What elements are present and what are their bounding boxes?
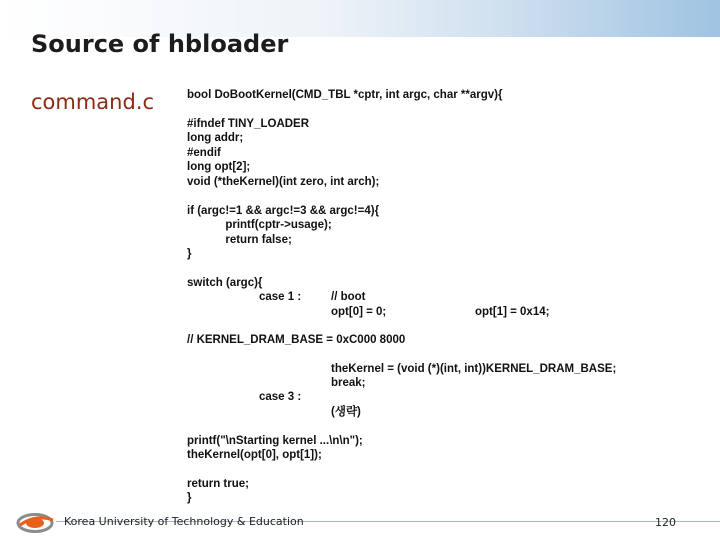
code-switch: switch (argc){ xyxy=(187,277,263,289)
university-logo xyxy=(16,512,58,534)
code-if-block: if (argc!=1 && argc!=3 && argc!=4){ printf(cptr->usage); return false; } xyxy=(187,205,380,261)
code-case1-opt1: opt[1] = 0x14; xyxy=(475,306,550,318)
slide-title: Source of hbloader xyxy=(31,30,289,58)
code-omitted-note: (생략) xyxy=(331,406,361,418)
code-printf-block: printf("\nStarting kernel ...\n\n"); theKernel(opt[0], opt[1]); xyxy=(187,435,363,462)
code-kernel-assign: theKernel = (void (*)(int, int))KERNEL_DRAM_BASE; break; xyxy=(331,363,617,390)
code-case3-label: case 3 : xyxy=(259,391,302,403)
footer-institution: Korea University of Technology & Education xyxy=(64,515,304,528)
code-signature: bool DoBootKernel(CMD_TBL *cptr, int argc, char **argv){ xyxy=(187,89,503,101)
code-return-block: return true; } xyxy=(187,478,249,505)
code-case1-label: case 1 : xyxy=(259,291,302,303)
page-number: 120 xyxy=(655,516,676,529)
file-name-label: command.c xyxy=(31,90,155,114)
code-case1-comment: // boot xyxy=(331,291,366,303)
code-case1-opt0: opt[0] = 0; xyxy=(331,306,387,318)
code-kernel-comment: // KERNEL_DRAM_BASE = 0xC000 8000 xyxy=(187,334,406,346)
code-declarations: #ifndef TINY_LOADER long addr; #endif long opt[2]; void (*theKernel)(int zero, int arch); xyxy=(187,118,380,188)
